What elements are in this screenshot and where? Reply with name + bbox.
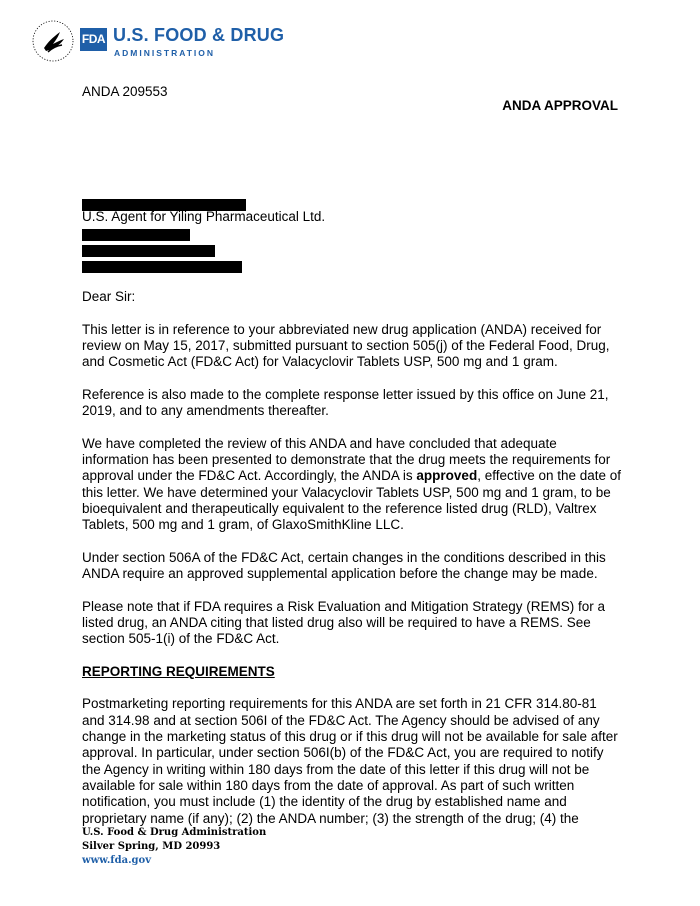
paragraph-rems: Please note that if FDA requires a Risk Evaluation and Mitigation Strategy (REMS) for a listed drug, an ANDA citing that listed drug also will be required to have a REMS. See section 505-1(i) of the FD&C Act. [82, 598, 605, 647]
paragraph-approval-text-2: , effective on the date of this letter. We have determined your Valacyclovir Tablets USP, 500 mg and 1 gram, to be bioequivalent and therapeutically equivalent to the reference listed drug (RLD), Valtrex Tablets, 500 mg and 1 gram, of GlaxoSmithKline LLC. [82, 468, 622, 533]
redaction-bar [82, 261, 242, 273]
redaction-bar [82, 229, 190, 241]
recipient-agent-line: U.S. Agent for Yiling Pharmaceutical Ltd. [82, 209, 326, 224]
letter-footer [82, 826, 266, 868]
paragraph-postmarketing: Postmarketing reporting requirements for this ANDA are set forth in 21 CFR 314.80-81 and 314.98 and at section 506I of the FD&C Act. The Agency should be advised of any change in the marketing status of this drug or if this drug will not be available for sale after approval. In particular, under section 506I(b) of the FD&C Act, you are required to notify the Agency in writing within 180 days from the date of this letter if this drug will not be available for sale within 180 days from the date of approval. As part of such written notification, you must include (1) the identity of the drug by established name and proprietary name (if any); (2) the ANDA number; (3) the strength of the drug; (4) the [82, 696, 618, 826]
letter-body [82, 289, 622, 843]
footer-org: U.S. Food & Drug Administration [82, 827, 267, 838]
paragraph-approval-text-1: We have completed the review of this ANDA and have concluded that adequate information has been presented to demonstrate that the drug meets the requirements for approval under the FD&C Act. Accordingly, the ANDA is [82, 435, 611, 484]
fda-logo-badge: FDA [80, 28, 107, 51]
footer-url-link[interactable]: www.fda.gov [82, 855, 152, 866]
document-title: ANDA APPROVAL [502, 98, 618, 113]
paragraph-approval [82, 436, 622, 534]
paragraph-supplemental: Under section 506A of the FD&C Act, certain changes in the conditions described in this ANDA require an approved supplemental application before the change may be made. [82, 549, 606, 582]
section-heading-reporting: REPORTING REQUIREMENTS [82, 663, 275, 679]
salutation: Dear Sir: [82, 289, 136, 304]
redaction-bar [82, 245, 215, 257]
paragraph-reference: This letter is in reference to your abbreviated new drug application (ANDA) received for review on May 15, 2017, submitted pursuant to section 505(j) of the Federal Food, Drug, and Cosmetic Act (FD&C Act) for Valacyclovir Tablets USP, 500 mg and 1 gram. [82, 321, 610, 370]
paragraph-complete-response: Reference is also made to the complete response letter issued by this office on June 21, 2019, and to any amendments thereafter. [82, 386, 609, 419]
agency-subtitle: ADMINISTRATION [114, 48, 216, 58]
footer-address: Silver Spring, MD 20993 [82, 841, 221, 852]
approved-emphasis: approved [416, 468, 478, 484]
application-number: ANDA 209553 [82, 84, 168, 99]
agency-name: U.S. FOOD & DRUG [113, 25, 285, 45]
hhs-seal-icon [30, 18, 76, 64]
